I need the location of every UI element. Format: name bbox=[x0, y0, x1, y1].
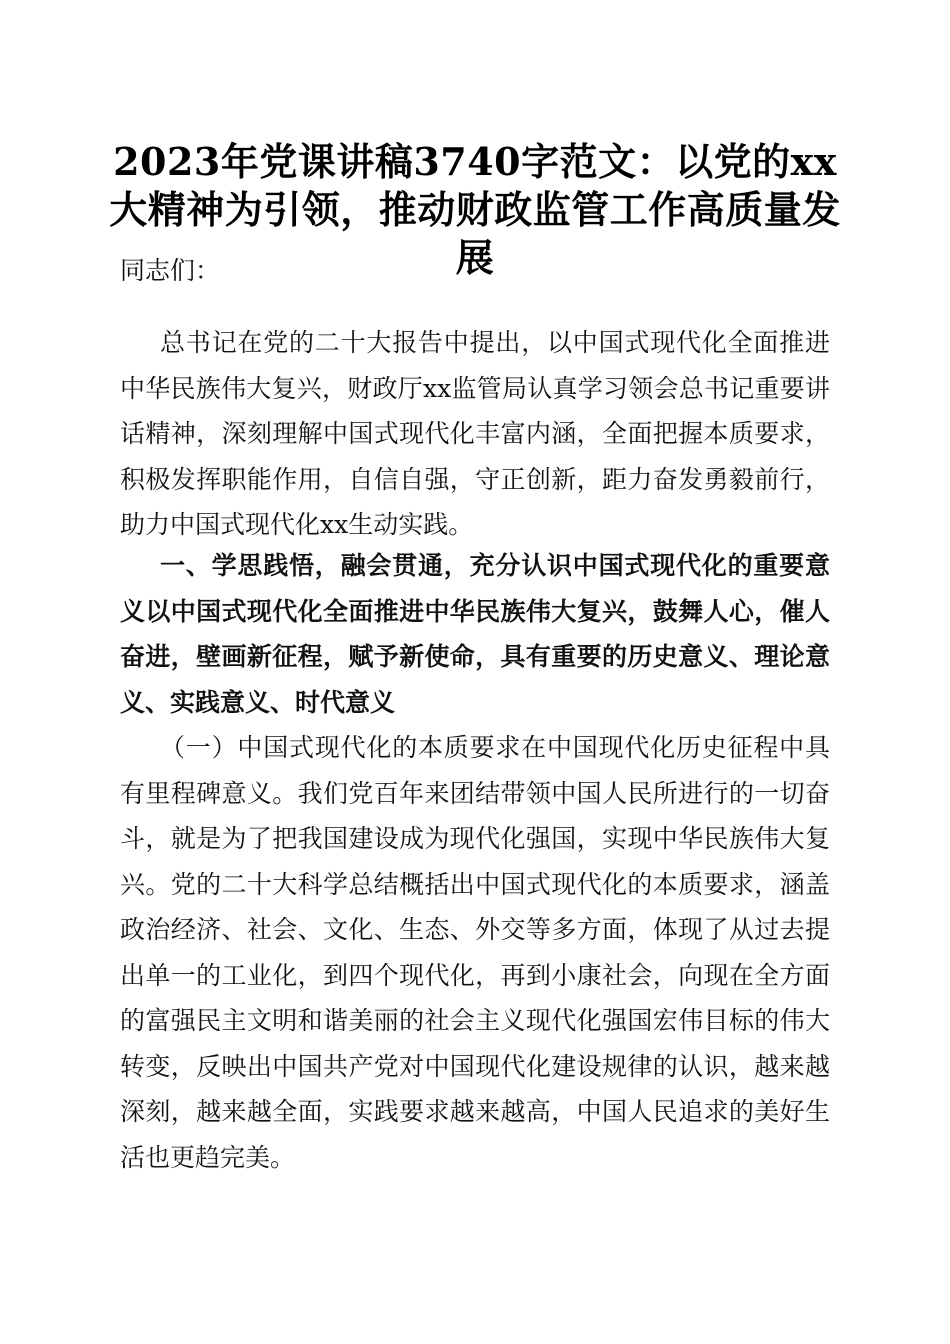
document-title: 2023年党课讲稿3740字范文：以党的xx大精神为引领，推动财政监管工作高质量发展 bbox=[109, 139, 841, 280]
paragraph-subsection-1: （一）中国式现代化的本质要求在中国现代化历史征程中具有里程碑意义。我们党百年来团结带领中国人民所进行的一切奋斗，就是为了把我国建设成为现代化强国，实现中华民族伟大复兴。党的二十大科学总结概括出中国式现代化的本质要求，涵盖政治经济、社会、文化、生态、外交等多方面，体现了从过去提出单一的工业化，到四个现代化，再到小康社会，向现在全方面的富强民主文明和谐美丽的社会主义现代化强国宏伟目标的伟大转变，反映出中国共产党对中国现代化建设规律的认识，越来越深刻，越来越全面，实践要求越来越高，中国人民追求的美好生活也更趋完美。 bbox=[120, 733, 830, 1172]
section-heading-1: 一、学思践悟，融会贯通，充分认识中国式现代化的重要意义以中国式现代化全面推进中华民族伟大复兴，鼓舞人心，催人奋进，壁画新征程，赋予新使命，具有重要的历史意义、理论意义、实践意义、时代意义 bbox=[120, 551, 830, 717]
salutation: 同志们： bbox=[120, 256, 221, 285]
paragraph-intro: 总书记在党的二十大报告中提出，以中国式现代化全面推进中华民族伟大复兴，财政厅xx监管局认真学习领会总书记重要讲话精神，深刻理解中国式现代化丰富内涵，全面把握本质要求，积极发挥职能作用，自信自强，守正创新，距力奋发勇毅前行，助力中国式现代化xx生动实践。 bbox=[120, 328, 830, 539]
